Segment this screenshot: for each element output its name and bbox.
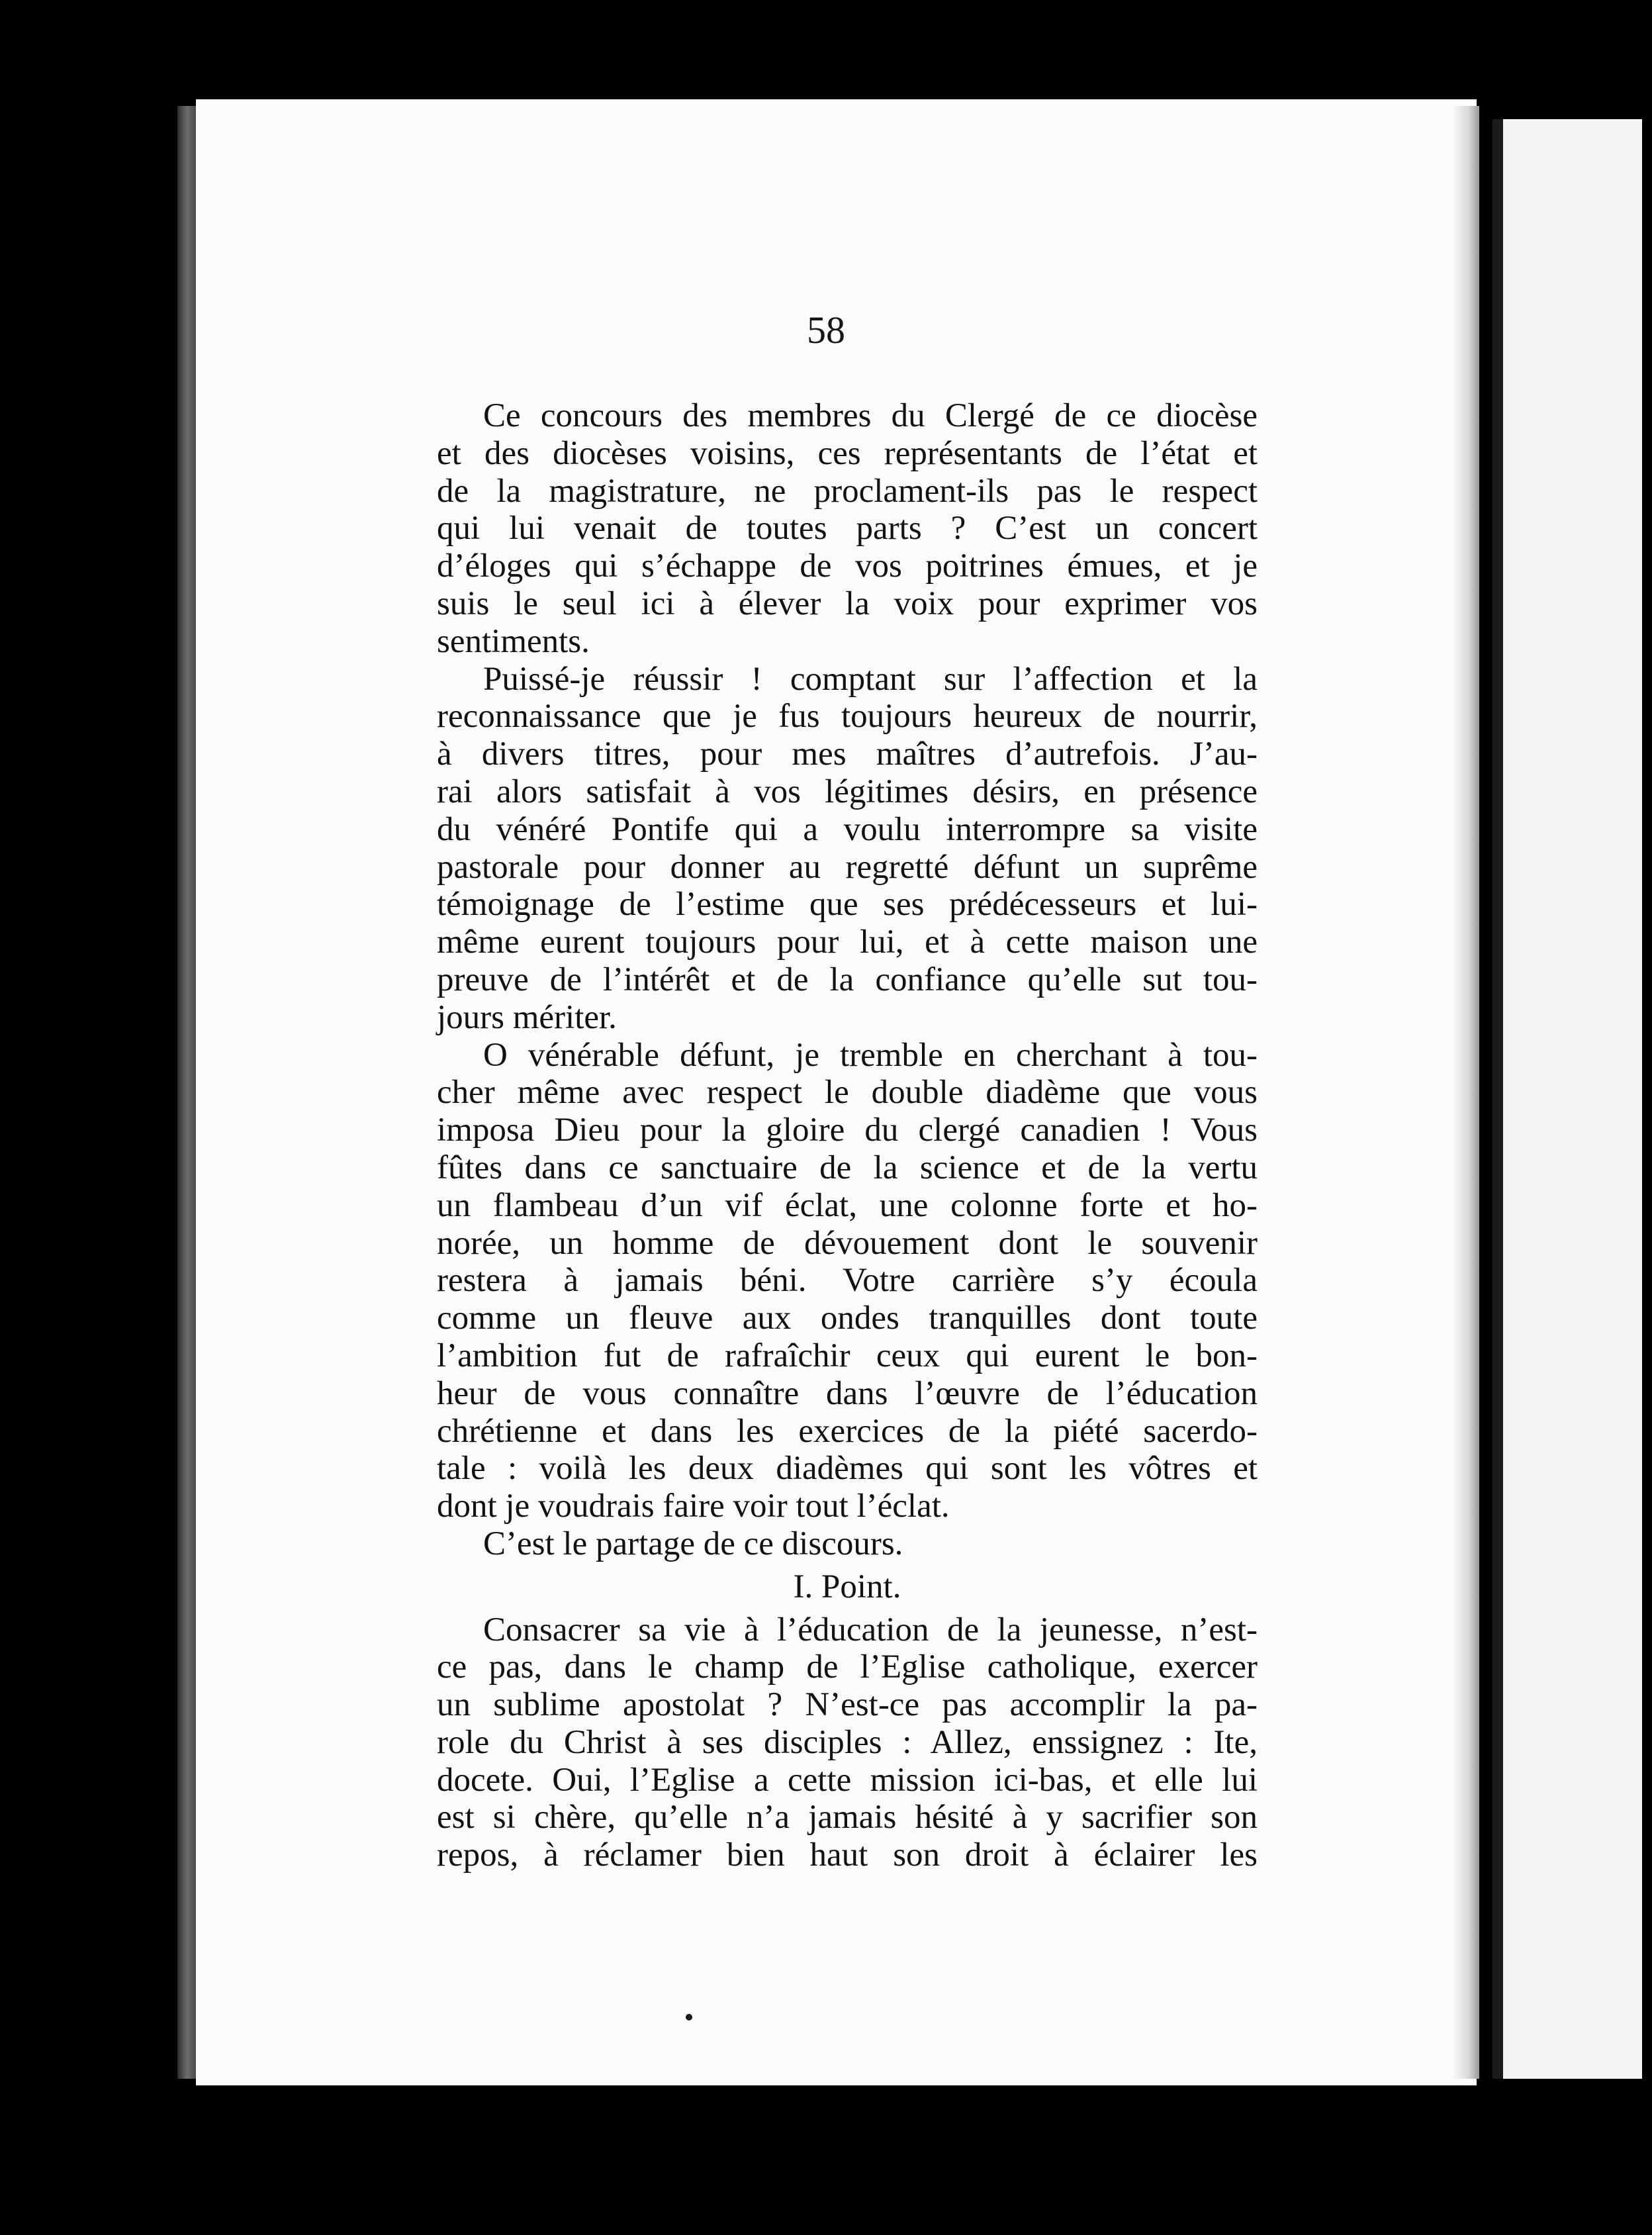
text-line: reconnaissance que je fus toujours heureux de nourrir, <box>437 698 1258 736</box>
text-line: qui lui venait de toutes parts ? C’est un concert <box>437 510 1258 547</box>
section-heading: I. Point. <box>793 1568 901 1605</box>
text-line: norée, un homme de dévouement dont le souvenir <box>437 1224 1258 1262</box>
text-line: tale : voilà les deux diadèmes qui sont les vôtres et <box>437 1450 1258 1488</box>
text-line: role du Christ à ses disciples : Allez, enssignez : Ite, <box>437 1723 1258 1761</box>
text-line: rai alors satisfait à vos légitimes désirs, en présence <box>437 773 1258 810</box>
text-line: fûtes dans ce sanctuaire de la science et de la vertu <box>437 1149 1258 1186</box>
text-line: l’ambition fut de rafraîchir ceux qui eurent le bon- <box>437 1337 1258 1374</box>
text-line: un flambeau d’un vif éclat, une colonne forte et ho- <box>437 1186 1258 1224</box>
text-line: repos, à réclamer bien haut son droit à éclairer les <box>437 1836 1258 1874</box>
text-line: Consacrer sa vie à l’éducation de la jeunesse, n’est- <box>483 1611 1258 1648</box>
text-line: O vénérable défunt, je tremble en cherchant à tou- <box>483 1036 1258 1074</box>
text-line: cher même avec respect le double diadème que vous <box>437 1074 1258 1112</box>
text-line: imposa Dieu pour la gloire du clergé canadien ! Vous <box>437 1112 1258 1149</box>
text-line: preuve de l’intérêt et de la confiance qu’elle sut tou- <box>437 961 1258 998</box>
text-line: suis le seul ici à élever la voix pour exprimer vos <box>437 585 1258 622</box>
text-line: restera à jamais béni. Votre carrière s’y écoula <box>437 1262 1258 1300</box>
page-number: 58 <box>807 309 845 352</box>
adjacent-page-edge <box>1492 119 1642 2079</box>
text-line: témoignage de l’estime que ses prédécesseurs et lui- <box>437 886 1258 924</box>
text-line: heur de vous connaître dans l’œuvre de l’éducation <box>437 1374 1258 1412</box>
text-line: un sublime apostolat ? N’est-ce pas accomplir la pa- <box>437 1686 1258 1724</box>
text-line: sentiments. <box>437 622 590 660</box>
text-line: Ce concours des membres du Clergé de ce diocèse <box>483 397 1258 434</box>
text-line: d’éloges qui s’échappe de vos poitrines émues, et je <box>437 547 1258 585</box>
text-line: comme un fleuve aux ondes tranquilles dont toute <box>437 1300 1258 1337</box>
text-line: et des diocèses voisins, ces représentants de l’état et <box>437 434 1258 472</box>
text-line: docete. Oui, l’Eglise a cette mission ici-bas, et elle lui <box>437 1761 1258 1799</box>
text-line: jours mériter. <box>437 998 617 1036</box>
text-line: de la magistrature, ne proclament-ils pas le respect <box>437 472 1258 510</box>
page-gutter-shadow <box>1453 106 1479 2079</box>
text-line: à divers titres, pour mes maîtres d’autrefois. J’au- <box>437 736 1258 773</box>
text-line: chrétienne et dans les exercices de la piété sacerdo- <box>437 1412 1258 1450</box>
text-line: dont je voudrais faire voir tout l’éclat. <box>437 1488 950 1525</box>
text-line: Puissé-je réussir ! comptant sur l’affection et la <box>483 660 1258 698</box>
text-line: C’est le partage de ce discours. <box>483 1525 903 1562</box>
text-line: est si chère, qu’elle n’a jamais hésité à y sacrifier son <box>437 1799 1258 1836</box>
text-line: du vénéré Pontife qui a voulu interrompre sa visite <box>437 810 1258 848</box>
text-line: pastorale pour donner au regretté défunt un suprême <box>437 848 1258 886</box>
text-line: même eurent toujours pour lui, et à cette maison une <box>437 924 1258 961</box>
ink-speck <box>686 2014 692 2021</box>
text-line: ce pas, dans le champ de l’Eglise catholique, exercer <box>437 1648 1258 1686</box>
body-text <box>437 397 1258 1874</box>
